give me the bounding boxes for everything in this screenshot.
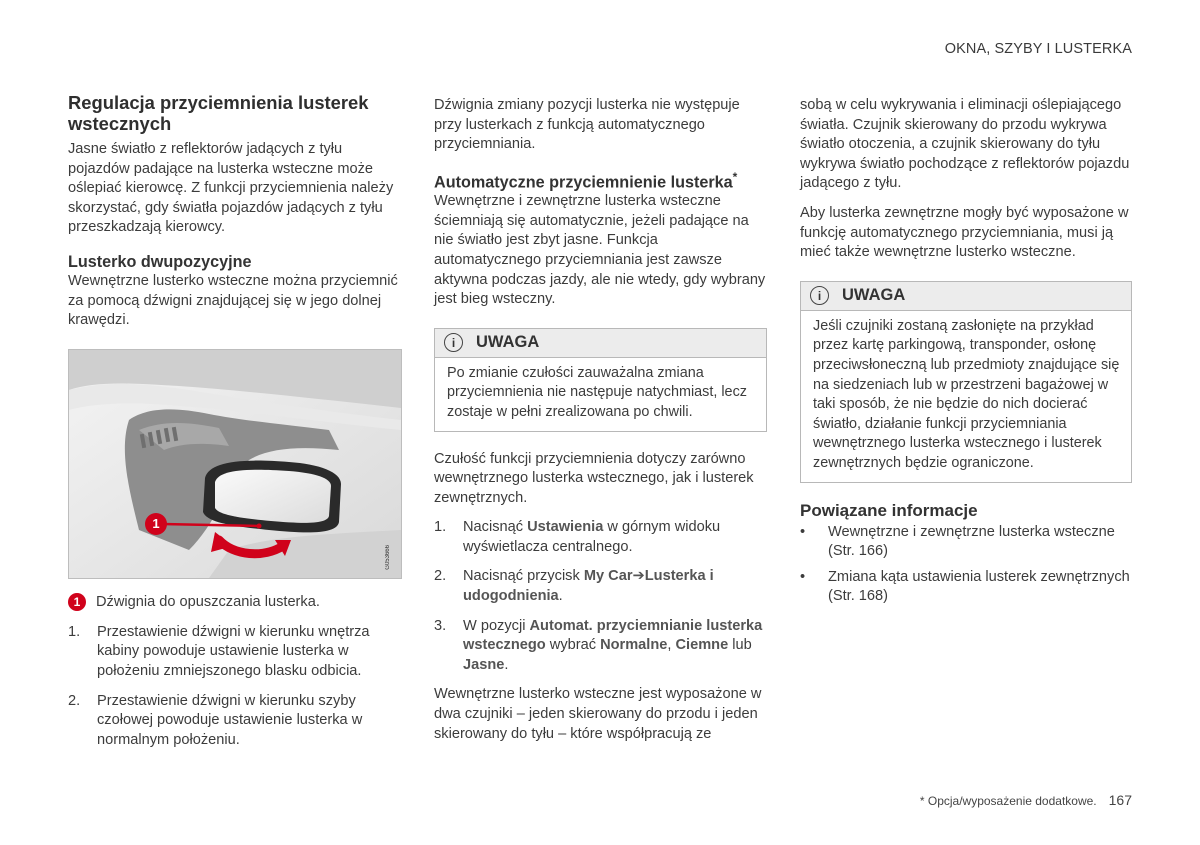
- list-item: [434, 617, 767, 676]
- list-item: [68, 692, 404, 751]
- step-number: 2.: [68, 692, 81, 709]
- ui-term: Automat. przyciemnianie lusterka wstecznego: [463, 617, 763, 654]
- caption-number-badge: 1: [68, 593, 86, 611]
- list-item: [434, 567, 767, 606]
- info-icon: i: [810, 286, 829, 305]
- figure-code: G053666: [385, 545, 391, 570]
- subsection-paragraph: Wewnętrzne lusterko wsteczne można przyciemnić za pomocą dźwigni znajdującej się w jego dolnej krawędzi.: [68, 272, 398, 329]
- step-number: 1.: [68, 623, 81, 640]
- section-title: Regulacja przyciemnienia lusterek wstecznych: [68, 92, 369, 134]
- ui-term: Jasne: [463, 656, 505, 673]
- step-text: Przestawienie dźwigni w kierunku szyby czołowej powoduje ustawienie lusterka w normalnym położeniu.: [97, 692, 363, 748]
- warning-text: Po zmianie czułości zauważalna zmiana przyciemnienia nie następuje natychmiast, lecz zostaje w pełni zrealizowana po chwili.: [447, 364, 747, 420]
- related-link[interactable]: [800, 568, 1132, 607]
- related-title: Powiązane informacje: [800, 500, 978, 520]
- subsection-title: Lusterko dwupozycyjne: [68, 252, 252, 271]
- list-item: [68, 623, 404, 682]
- callout-badge: 1: [145, 513, 167, 535]
- bullet: •: [800, 523, 806, 540]
- step-text-part: wybrać: [545, 637, 601, 654]
- step-text-part: lub: [728, 637, 752, 654]
- steps-list: [434, 518, 767, 675]
- related-link-text[interactable]: Wewnętrzne i zewnętrzne lusterka wsteczne (Str. 166): [828, 523, 1115, 560]
- warning-title: UWAGA: [842, 286, 906, 305]
- caption-text: Dźwignia do opuszczania lusterka.: [96, 593, 320, 610]
- related-link-text[interactable]: Zmiana kąta ustawienia lusterek zewnętrznych (Str. 168): [828, 568, 1130, 605]
- subsection-paragraph: Wewnętrzne i zewnętrzne lusterka wsteczne ściemniają się automatycznie, jeżeli padające na nie światło jest zbyt jasne. Funkcja automatycznego przyciemniania jest zawsze aktywna podczas jazdy, ale nie wtedy, gdy wybrany jest bieg wsteczny.: [434, 193, 766, 308]
- page-footer: [920, 792, 1132, 808]
- sensitivity-paragraph: Czułość funkcji przyciemnienia dotyczy zarówno wewnętrznego lusterka wstecznego, jak i lusterek zewnętrznych.: [434, 450, 754, 506]
- section-header: OKNA, SZYBY I LUSTERKA: [944, 41, 1132, 57]
- warning-text: Jeśli czujniki zostaną zasłonięte na przykład przez kartę parkingową, transponder, osłonę przeciwsłoneczną lub przedmioty znajdujące się na siedzeniach lub w przestrzeni bagażowej w taki sposób, że nie będzie do nich docierać światło, działanie funkcji przyciemniania wewnętrznego lusterka wstecznego i lusterek zewnętrznych będzie ograniczone.: [813, 317, 1120, 471]
- ui-term: My Car: [583, 568, 633, 585]
- warning-box: [434, 328, 767, 432]
- option-asterisk: *: [732, 169, 738, 184]
- warning-header: [801, 282, 1131, 311]
- intro-paragraph: Dźwignia zmiany pozycji lusterka nie występuje przy lusterkach z funkcją automatycznego przyciemniania.: [434, 97, 740, 153]
- bullet: •: [800, 568, 806, 585]
- column-right: [800, 96, 1132, 607]
- step-text: Przestawienie dźwigni w kierunku wnętrza kabiny powoduje ustawienie lusterka w położeniu zmniejszonego blasku odbicia.: [97, 623, 370, 679]
- subsection-title-text: Automatyczne przyciemnienie lusterka: [434, 173, 733, 192]
- column-left: [68, 92, 404, 750]
- step-text: [463, 617, 767, 676]
- exterior-mirrors-paragraph: Aby lusterka zewnętrzne mogły być wyposażone w funkcję automatycznego przyciemniania, musi ją mieć także wewnętrzne lusterko wsteczne.: [800, 204, 1129, 261]
- list-item: [434, 518, 767, 557]
- step-text: [463, 567, 767, 606]
- ui-term: Ciemne: [675, 637, 729, 654]
- ui-term: Lusterka i udogodnienia: [463, 568, 714, 605]
- ui-term: Ustawienia: [527, 519, 604, 536]
- info-icon: i: [444, 333, 463, 352]
- figure-caption: [68, 593, 404, 611]
- ui-term: Normalne: [600, 637, 668, 654]
- footnote: * Opcja/wyposażenie dodatkowe.: [919, 794, 1097, 808]
- column-middle: [434, 96, 767, 744]
- related-link[interactable]: [800, 523, 1132, 562]
- subsection-title: [434, 167, 767, 192]
- page-number: 167: [1108, 792, 1132, 808]
- sensors-paragraph-continued: sobą w celu wykrywania i eliminacji oślepiającego światła. Czujnik skierowany do przodu wykrywa światło otoczenia, a czujnik skierowany do tyłu wykrywa światło pochodzące z reflektorów pojazdu jadącego z tyłu.: [800, 97, 1130, 192]
- step-text-part: Nacisnąć: [463, 519, 528, 536]
- step-text-part: w górnym widoku wyświetlacza centralnego.: [463, 519, 721, 555]
- related-list: [800, 523, 1132, 607]
- sensors-paragraph: Wewnętrzne lusterko wsteczne jest wyposażone w dwa czujniki – jeden skierowany do przodu i jeden skierowany do tyłu – które współpracują ze: [434, 686, 762, 742]
- arrow-icon: ➔: [632, 568, 645, 585]
- intro-paragraph: Jasne światło z reflektorów jadących z tyłu pojazdów padające na lusterka wsteczne może oślepiać kierowcę. Z funkcji przyciemnienia należy skorzystać, gdy światła pojazdów jadących z tyłu przeszkadzają kierowcy.: [68, 141, 394, 236]
- steps-list: [68, 623, 404, 751]
- step-text-part: W pozycji: [463, 617, 530, 634]
- step-text: [463, 518, 767, 557]
- step-number: 2.: [434, 568, 447, 585]
- mirror-illustration: [68, 349, 402, 579]
- step-number: 3.: [434, 617, 447, 634]
- warning-box: [800, 281, 1132, 483]
- step-number: 1.: [434, 519, 447, 536]
- step-text-part: .: [504, 656, 509, 673]
- warning-header: [435, 329, 766, 358]
- step-text-part: Nacisnąć przycisk: [463, 568, 584, 585]
- step-text-part: ,: [667, 637, 676, 654]
- warning-title: UWAGA: [476, 333, 540, 352]
- mirror-drawing: [69, 350, 401, 578]
- step-text-part: .: [558, 588, 563, 605]
